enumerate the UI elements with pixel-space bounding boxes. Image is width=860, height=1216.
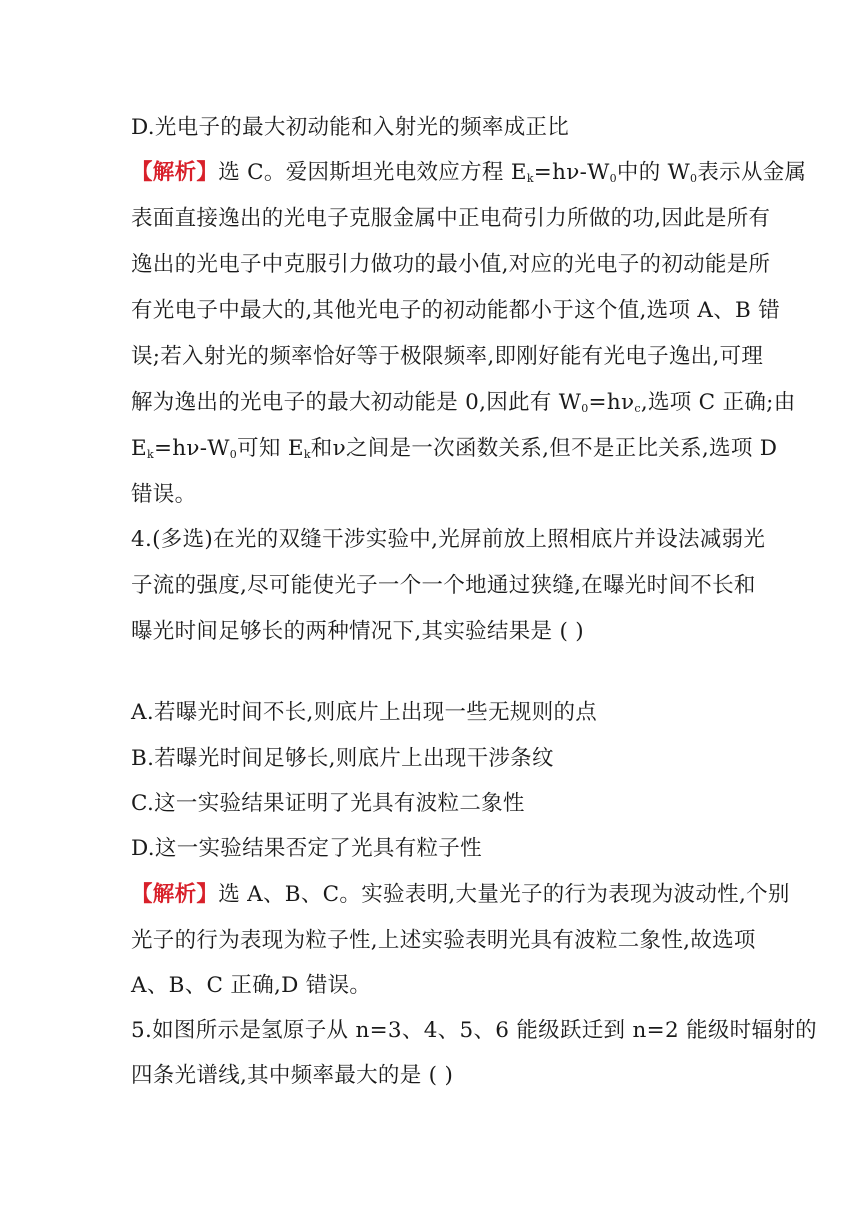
q5-stem-line-1: 5.如图所示是氢原子从 n=3、4、5、6 能级跃迁到 n=2 能级时辐射的 xyxy=(131,1018,817,1043)
q4-analysis-line-1: 【解析】选 A、B、C。实验表明,大量光子的行为表现为波动性,个别 xyxy=(131,882,790,907)
q4-stem-line-1: 4.(多选)在光的双缝干涉实验中,光屏前放上照相底片并设法减弱光 xyxy=(131,527,766,552)
q3-analysis-line-8: 错误。 xyxy=(131,482,197,507)
q4-analysis-line-2: 光子的行为表现为粒子性,上述实验表明光具有波粒二象性,故选项 xyxy=(131,928,756,953)
q3-analysis-line-4: 有光电子中最大的,其他光电子的初动能都小于这个值,选项 A、B 错 xyxy=(131,298,781,323)
q3-analysis-line-6: 解为逸出的光电子的最大初动能是 0,因此有 $W_0=h\nu_c$,选项 C 正确;由 xyxy=(131,390,796,415)
q3-analysis-line-2: 表面直接逸出的光电子克服金属中正电荷引力所做的功,因此是所有 xyxy=(131,206,771,231)
q4-option-d: D.这一实验结果否定了光具有粒子性 xyxy=(131,836,482,861)
q3-option-d: D.光电子的最大初动能和入射光的频率成正比 xyxy=(131,115,570,140)
q3-analysis-line-7: $E_k=h\nu-W_0$可知 $E_k$和ν之间是一次函数关系,但不是正比关系,选项 D xyxy=(131,436,778,461)
q4-analysis-line-3: A、B、C 正确,D 错误。 xyxy=(131,973,372,998)
analysis-tag: 【解析】 xyxy=(131,882,219,907)
q4-option-c: C.这一实验结果证明了光具有波粒二象性 xyxy=(131,791,525,816)
q3-analysis-line-3: 逸出的光电子中克服引力做功的最小值,对应的光电子的初动能是所 xyxy=(131,252,771,277)
q3-analysis-line-5: 误;若入射光的频率恰好等于极限频率,即刚好能有光电子逸出,可理 xyxy=(131,344,764,369)
q4-stem-line-3: 曝光时间足够长的两种情况下,其实验结果是 ( ) xyxy=(131,619,584,644)
q4-option-b: B.若曝光时间足够长,则底片上出现干涉条纹 xyxy=(131,746,554,771)
q3-analysis-line-1: 【解析】选 C。爱因斯坦光电效应方程 $E_k=h\nu-W_0$中的 $W_0$表示从金属 xyxy=(131,160,807,185)
analysis-tag: 【解析】 xyxy=(131,160,219,185)
q4-option-a: A.若曝光时间不长,则底片上出现一些无规则的点 xyxy=(131,700,598,725)
q4-stem-line-2: 子流的强度,尽可能使光子一个一个地通过狭缝,在曝光时间不长和 xyxy=(131,573,756,598)
q5-stem-line-2: 四条光谱线,其中频率最大的是 ( ) xyxy=(131,1063,454,1088)
